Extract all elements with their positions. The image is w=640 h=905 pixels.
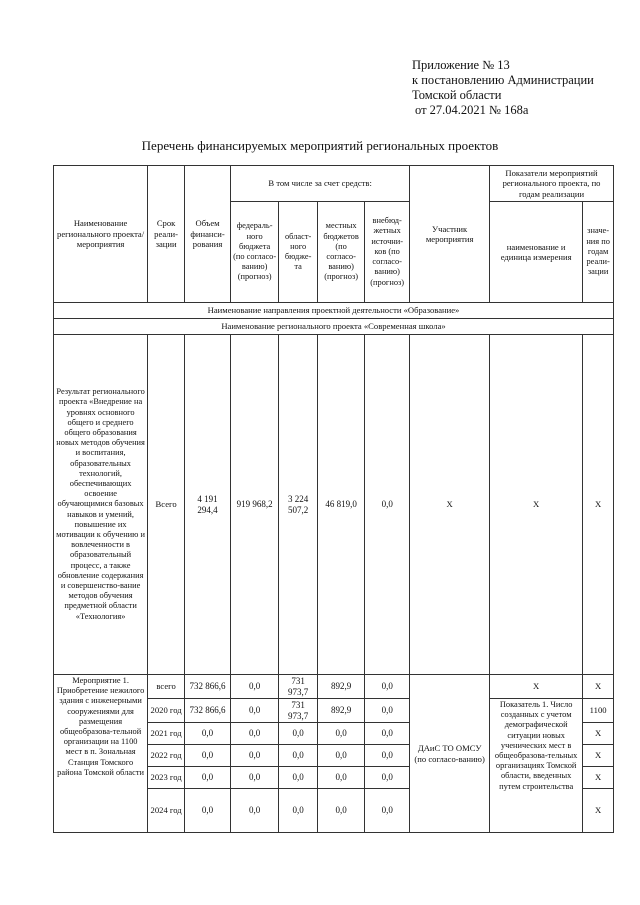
result-volume: 4 191 294,4 bbox=[185, 335, 231, 675]
result-federal: 919 968,2 bbox=[231, 335, 279, 675]
result-regional: 3 224 507,2 bbox=[279, 335, 318, 675]
measure-regional: 731 973,7 bbox=[279, 699, 318, 723]
measure-volume: 0,0 bbox=[185, 767, 231, 789]
measure-term: 2022 год bbox=[148, 745, 185, 767]
measure-regional: 0,0 bbox=[279, 767, 318, 789]
measure-indicator-total: Х bbox=[490, 675, 583, 699]
measure-volume: 732 866,6 bbox=[185, 699, 231, 723]
measure-federal: 0,0 bbox=[231, 745, 279, 767]
measure-extra: 0,0 bbox=[365, 699, 410, 723]
header-regional: област-ного бюдже-та bbox=[279, 202, 318, 303]
measure-term: 2021 год bbox=[148, 723, 185, 745]
measure-indicator-value: Х bbox=[583, 723, 614, 745]
measure-local: 0,0 bbox=[318, 767, 365, 789]
measure-local: 0,0 bbox=[318, 745, 365, 767]
header-indicator-value: значе-ния по годам реали-зации bbox=[583, 202, 614, 303]
appendix-line: Томской области bbox=[412, 88, 502, 102]
measure-term: 2024 год bbox=[148, 789, 185, 833]
measure-extra: 0,0 bbox=[365, 723, 410, 745]
measure-term: всего bbox=[148, 675, 185, 699]
measure-federal: 0,0 bbox=[231, 699, 279, 723]
measures-table bbox=[53, 165, 614, 833]
result-row bbox=[54, 335, 614, 675]
measure-row bbox=[54, 675, 614, 699]
result-indicator-value: Х bbox=[583, 335, 614, 675]
measure-local: 0,0 bbox=[318, 723, 365, 745]
header-federal: федераль-ного бюджета (по согласо-ванию) (прогноз) bbox=[231, 202, 279, 303]
header-name: Наименование регионального проекта/ мероприятия bbox=[54, 166, 148, 303]
measure-extra: 0,0 bbox=[365, 767, 410, 789]
measure-extra: 0,0 bbox=[365, 745, 410, 767]
measure-federal: 0,0 bbox=[231, 767, 279, 789]
header-extra: внебюд-жетных источни-ков (по согласо-ванию) (прогноз) bbox=[365, 202, 410, 303]
header-volume: Объем финанси-рования bbox=[185, 166, 231, 303]
measure-indicator-value: Х bbox=[583, 675, 614, 699]
measure-indicator-value: Х bbox=[583, 745, 614, 767]
appendix-line: Приложение № 13 bbox=[412, 58, 510, 72]
header-indicators-group: Показатели мероприятий регионального проекта, по годам реализации bbox=[490, 166, 614, 202]
measure-federal: 0,0 bbox=[231, 675, 279, 699]
header-participant: Участник мероприятия bbox=[410, 166, 490, 303]
measure-federal: 0,0 bbox=[231, 789, 279, 833]
measure-indicator-value: Х bbox=[583, 789, 614, 833]
measure-local: 892,9 bbox=[318, 699, 365, 723]
direction-row: Наименование направления проектной деятельности «Образование» bbox=[54, 303, 614, 319]
measure-name: Мероприятие 1. Приобретение нежилого здания с инженерными сооружениями для размещения общеобразова-тельной организации на 1100 мест в п. Зональная Станция Томского района Томской области bbox=[54, 675, 148, 833]
document-title: Перечень финансируемых мероприятий региональных проектов bbox=[141, 138, 499, 153]
result-term: Всего bbox=[148, 335, 185, 675]
measure-regional: 0,0 bbox=[279, 723, 318, 745]
project-row: Наименование регионального проекта «Современная школа» bbox=[54, 319, 614, 335]
measure-term: 2020 год bbox=[148, 699, 185, 723]
measure-indicator-value: Х bbox=[583, 767, 614, 789]
result-name: Результат регионального проекта «Внедрение на уровнях основного общего и среднего общего образования новых методов обучения и воспитания, образовательных технологий, обеспечивающих освоение обучающимися базовых навыков и умений, повышение их мотивации к обучению и вовлеченности в образовательный процесс, а также обновление содержания и совершенство-вание методов обучения предметной области «Технология» bbox=[54, 335, 148, 675]
header-sources-group: В том числе за счет средств: bbox=[231, 166, 410, 202]
measure-volume: 0,0 bbox=[185, 789, 231, 833]
measure-participant: ДАиС ТО ОМСУ (по согласо-ванию) bbox=[410, 675, 490, 833]
measure-regional: 0,0 bbox=[279, 789, 318, 833]
header-term: Срок реали-зации bbox=[148, 166, 185, 303]
measure-regional: 731 973,7 bbox=[279, 675, 318, 699]
header-local: местных бюджетов (по согласо-ванию) (прогноз) bbox=[318, 202, 365, 303]
measure-regional: 0,0 bbox=[279, 745, 318, 767]
measure-extra: 0,0 bbox=[365, 789, 410, 833]
measure-local: 892,9 bbox=[318, 675, 365, 699]
measure-term: 2023 год bbox=[148, 767, 185, 789]
appendix-line: от 27.04.2021 № 168а bbox=[415, 103, 529, 117]
measure-federal: 0,0 bbox=[231, 723, 279, 745]
result-local: 46 819,0 bbox=[318, 335, 365, 675]
measure-indicator-value: 1100 bbox=[583, 699, 614, 723]
result-extra: 0,0 bbox=[365, 335, 410, 675]
measure-volume: 732 866,6 bbox=[185, 675, 231, 699]
header-indicator-name: наименование и единица измерения bbox=[490, 202, 583, 303]
measure-local: 0,0 bbox=[318, 789, 365, 833]
measure-volume: 0,0 bbox=[185, 745, 231, 767]
appendix-header bbox=[412, 58, 594, 118]
measure-volume: 0,0 bbox=[185, 723, 231, 745]
appendix-line: к постановлению Администрации bbox=[412, 73, 594, 87]
measure-indicator-name: Показатель 1. Число созданных с учетом демографической ситуации новых ученических мест в общеобразова-тельных организациях Томской области, введенных путем строительства bbox=[490, 699, 583, 833]
result-participant: Х bbox=[410, 335, 490, 675]
result-indicator-name: Х bbox=[490, 335, 583, 675]
measure-extra: 0,0 bbox=[365, 675, 410, 699]
